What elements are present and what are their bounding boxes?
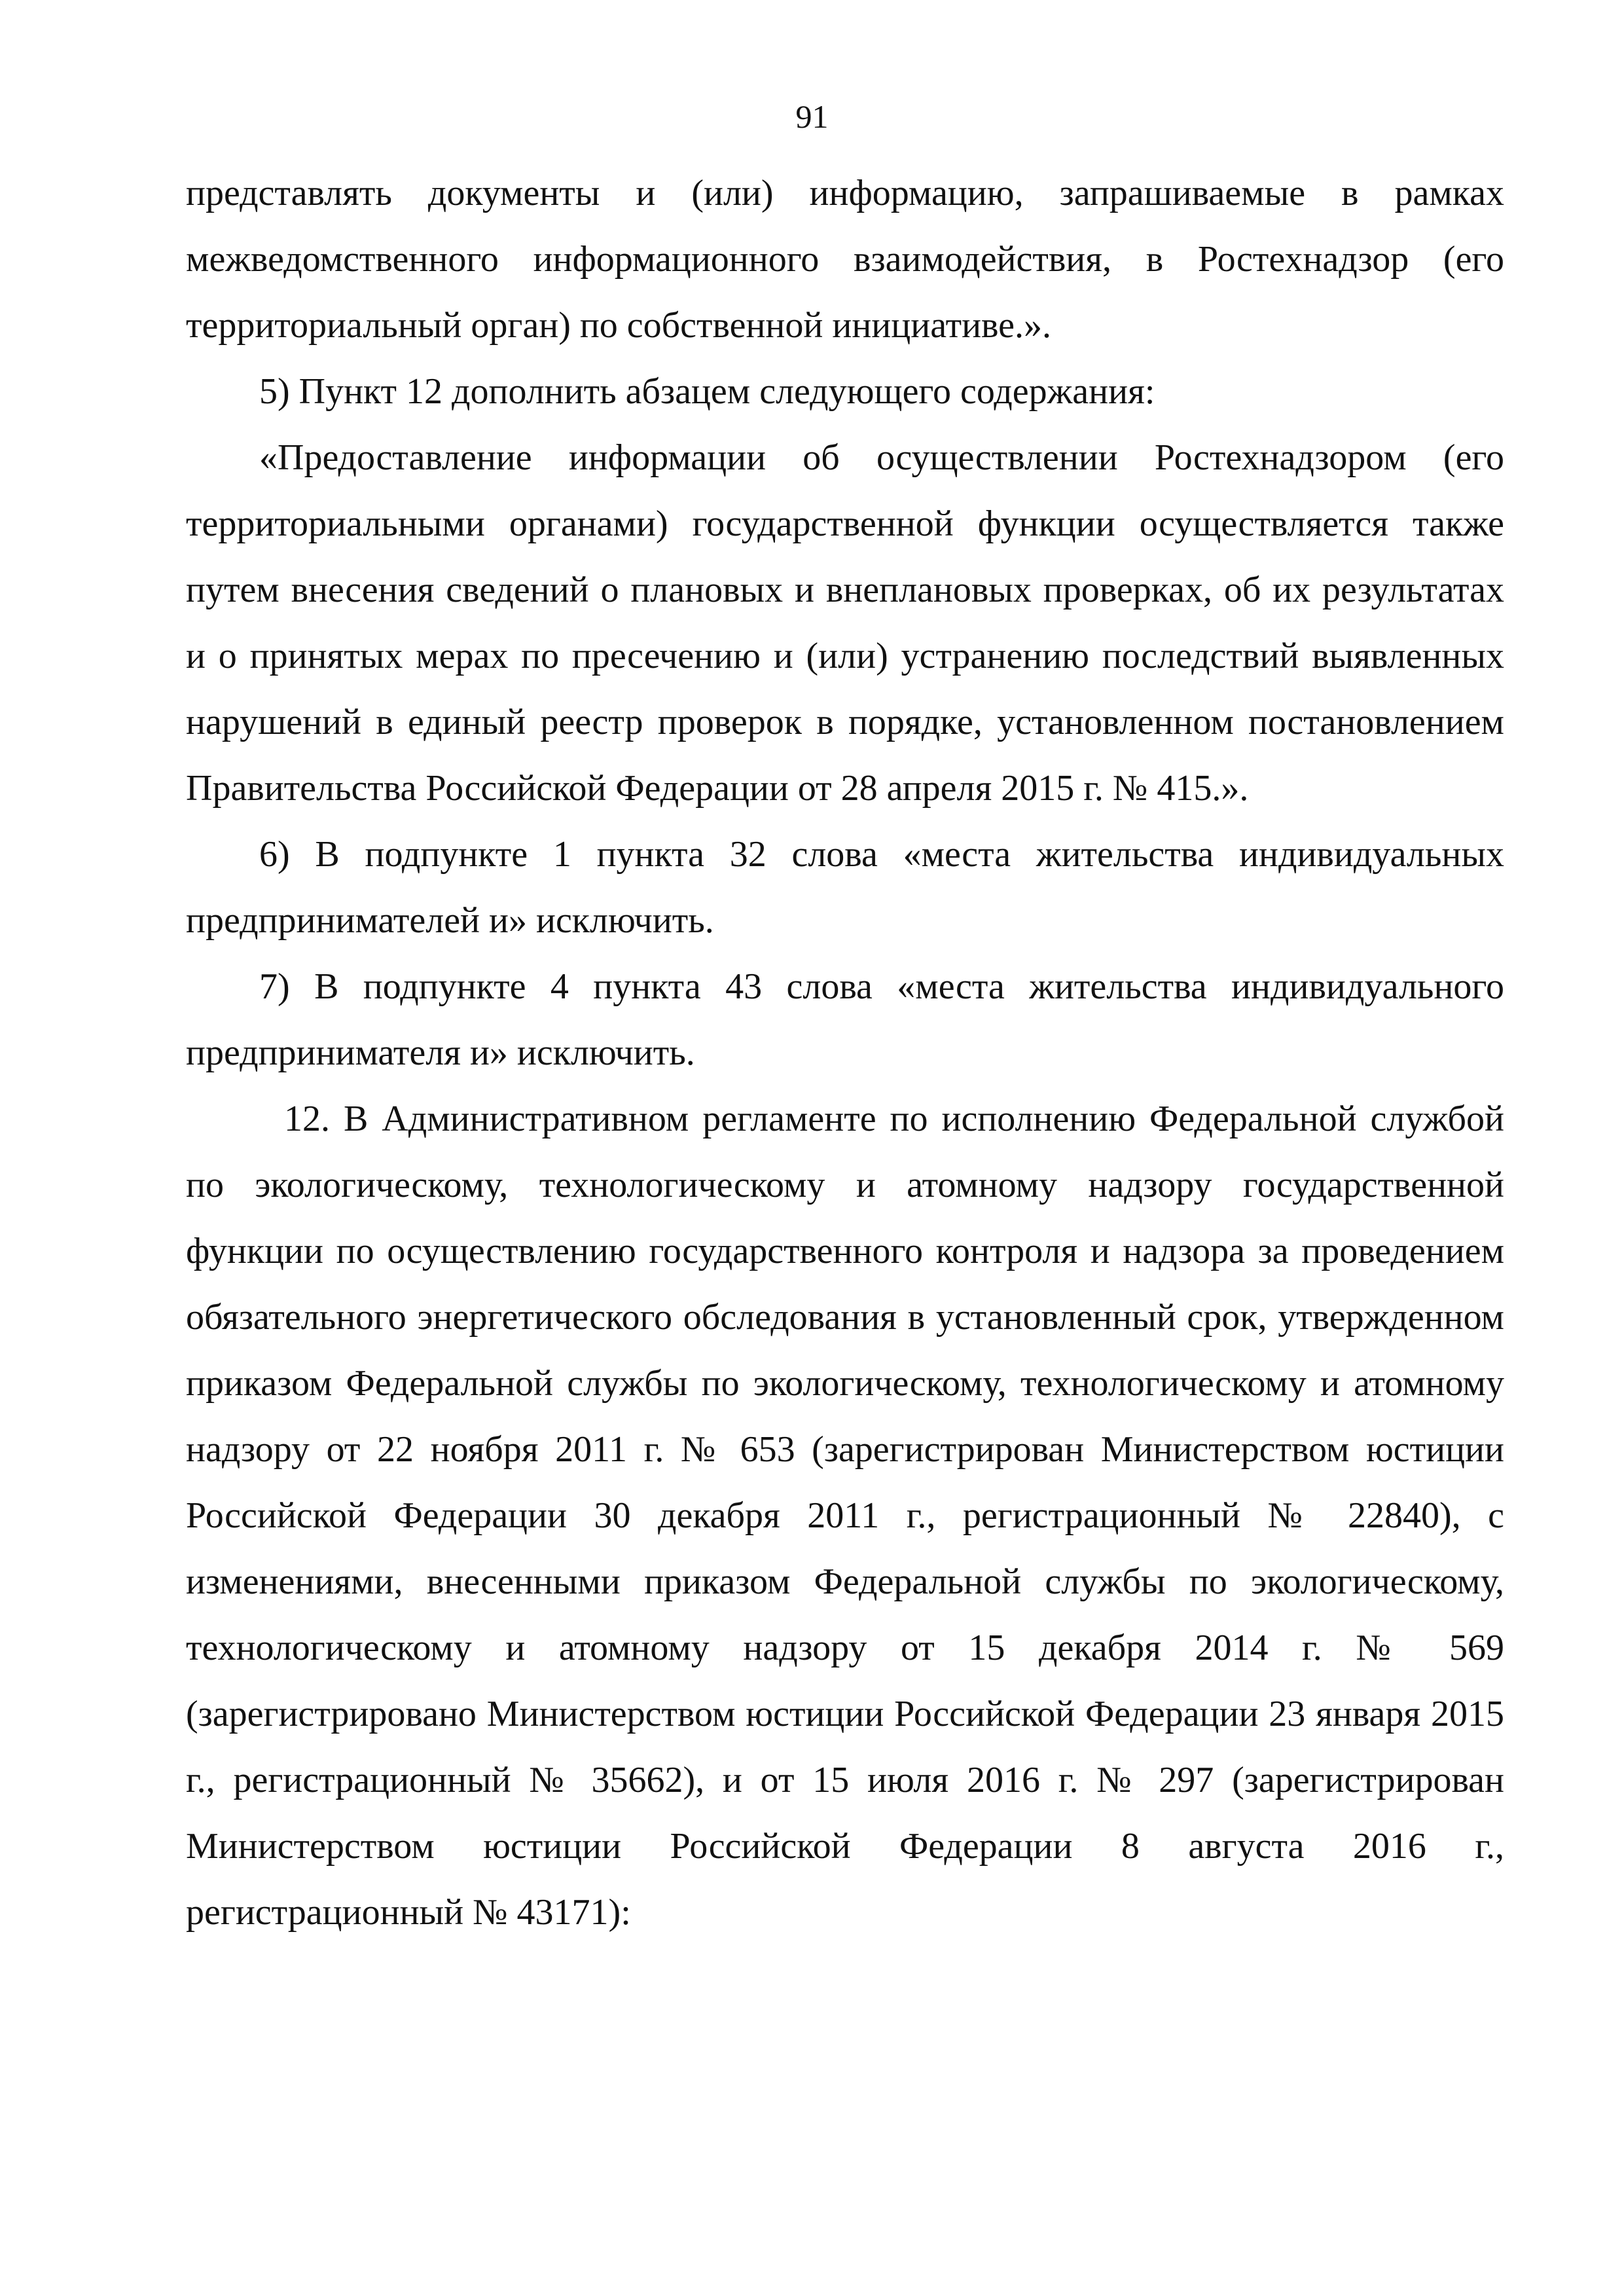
paragraph-item-6: 6) В подпункте 1 пункта 32 слова «места жительства индивидуальных предпринимателей и» исключить. [186, 834, 1504, 941]
document-body [186, 160, 1504, 1946]
paragraph-item-12: 12. В Административном регламенте по исполнению Федеральной службой по экологическому, технологическому и атомному надзору государственной функции по осуществлению государственного контроля и надзора за проведением обязательного энергетического обследования в установленный срок, утвержденном приказом Федеральной службы по экологическому, технологическому и атомному надзору от 22 ноября 2011 г. № 653 (зарегистрирован Министерством юстиции Российской Федерации 30 декабря 2011 г., регистрационный № 22840), с изменениями, внесенными приказом Федеральной службы по экологическому, технологическому и атомному надзору от 15 декабря 2014 г. № 569 (зарегистрировано Министерством юстиции Российской Федерации 23 января 2015 г., регистрационный № 35662), и от 15 июля 2016 г. № 297 (зарегистрирован Министерством юстиции Российской Федерации 8 августа 2016 г., регистрационный № 43171): [186, 1099, 1504, 1933]
page-number: 91 [795, 98, 829, 135]
paragraph-item-7: 7) В подпункте 4 пункта 43 слова «места жительства индивидуального предпринимателя и» исключить. [186, 966, 1504, 1073]
paragraph-item-5-text: «Предоставление информации об осуществлении Ростехнадзором (его территориальными органами) государственной функции осуществляется также путем внесения сведений о плановых и внеплановых проверках, об их результатах и о принятых мерах по пресечению и (или) устранению последствий выявленных нарушений в единый реестр проверок в порядке, установленном постановлением Правительства Российской Федерации от 28 апреля 2015 г. № 415.». [186, 437, 1504, 809]
paragraph-continuation: представлять документы и (или) информацию, запрашиваемые в рамках межведомственного информационного взаимодействия, в Ростехнадзор (его территориальный орган) по собственной инициативе.». [186, 173, 1504, 346]
paragraph-item-5: 5) Пункт 12 дополнить абзацем следующего содержания: [259, 371, 1155, 412]
